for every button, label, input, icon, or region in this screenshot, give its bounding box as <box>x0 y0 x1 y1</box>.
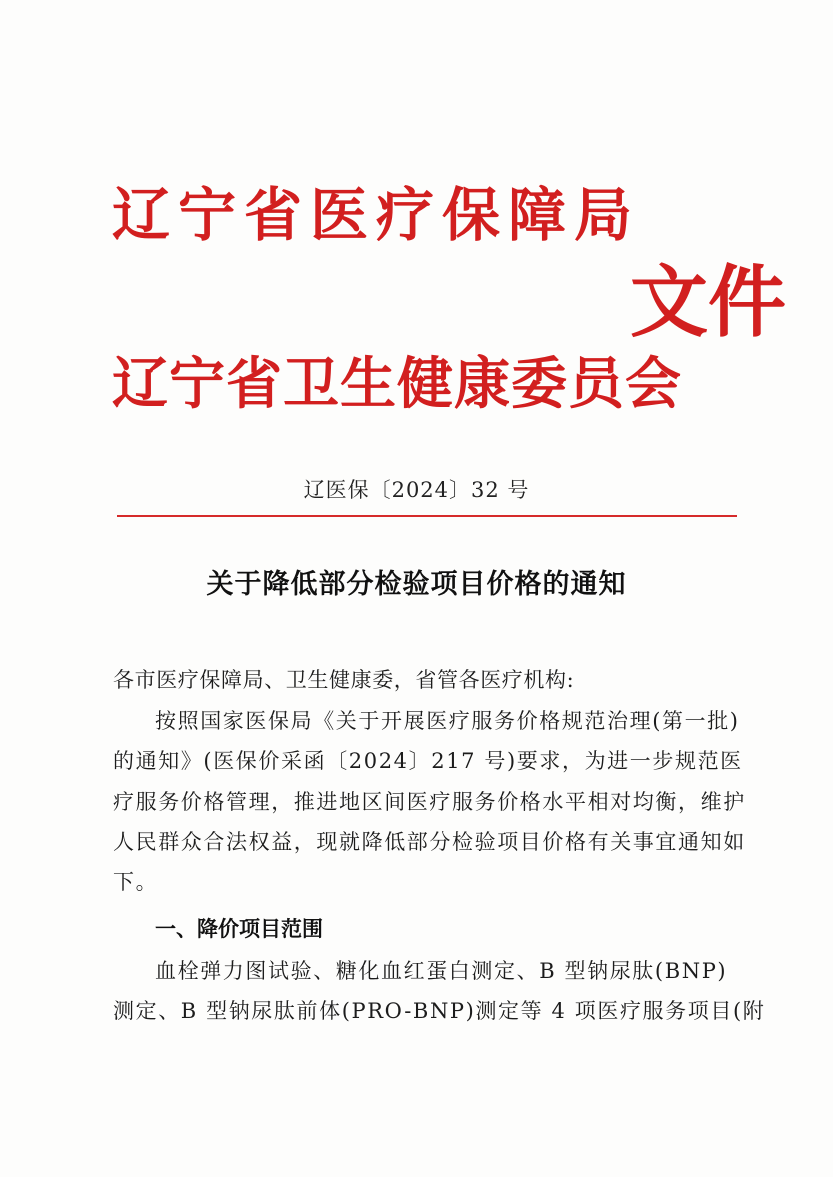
document-word: 文件 <box>630 257 787 348</box>
paragraph-line: 人民群众合法权益，现就降低部分检验项目价格有关事宜通知如 <box>113 830 746 854</box>
paragraph-line: 血栓弹力图试验、糖化血红蛋白测定、B 型钠尿肽(BNP) <box>155 959 728 983</box>
section-heading: 一、降价项目范围 <box>155 917 323 941</box>
paragraph-line: 的通知》(医保价采函〔2024〕217 号)要求，为进一步规范医 <box>113 749 743 773</box>
issuer-name-medical-security: 辽宁省医疗保障局 <box>112 181 641 249</box>
document-title: 关于降低部分检验项目价格的通知 <box>206 569 627 600</box>
paragraph-line: 测定、B 型钠尿肽前体(PRO-BNP)测定等 4 项医疗服务项目(附 <box>113 999 766 1023</box>
addressee: 各市医疗保障局、卫生健康委，省管各医疗机构: <box>113 668 575 692</box>
header-divider <box>117 515 737 517</box>
document-number: 辽医保〔2024〕32 号 <box>303 478 530 502</box>
paragraph-line: 按照国家医保局《关于开展医疗服务价格规范治理(第一批) <box>155 709 740 733</box>
issuer-name-health-commission: 辽宁省卫生健康委员会 <box>112 351 682 417</box>
paragraph-line: 疗服务价格管理，推进地区间医疗服务价格水平相对均衡，维护 <box>113 790 746 814</box>
paragraph-line: 下。 <box>113 870 159 894</box>
